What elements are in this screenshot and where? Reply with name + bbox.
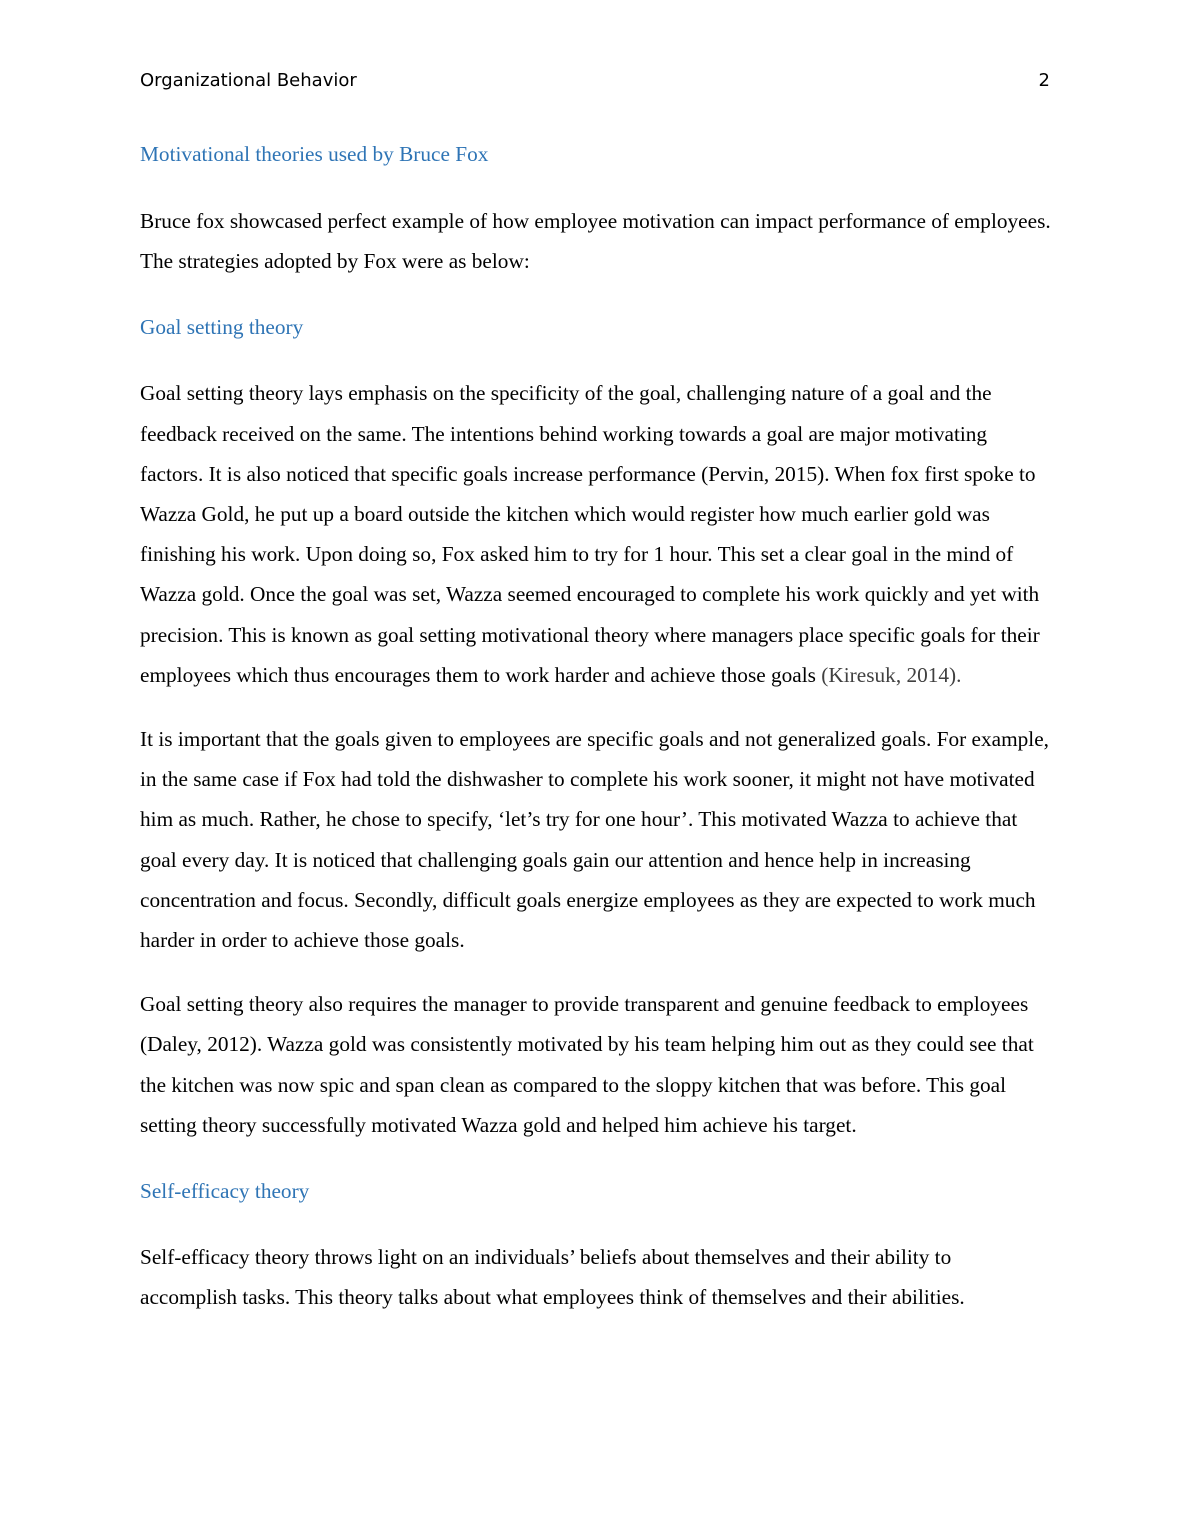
page-header	[140, 70, 1050, 98]
goal-setting-paragraph-2: It is important that the goals given to employees are specific goals and not generalized goals. For example, in the same case if Fox had told the dishwasher to complete his work sooner, it might not have motivated him as much. Rather, he chose to specify, ‘let’s try for one hour’. This motivated Wazza to achieve that goal every day. It is noticed that challenging goals gain our attention and hence help in increasing concentration and focus. Secondly, difficult goals energize employees as they are expected to work much harder in order to achieve those goals.	[140, 727, 1049, 953]
goal-setting-paragraph-3: Goal setting theory also requires the manager to provide transparent and genuine feedback to employees (Daley, 2012). Wazza gold was consistently motivated by his team helping him out as they could see that the kitchen was now spic and span clean as compared to the sloppy kitchen that was before. This goal setting theory successfully motivated Wazza gold and helped him achieve his target.	[140, 992, 1034, 1137]
heading-self-efficacy-theory: Self-efficacy theory	[140, 1179, 310, 1204]
citation-kiresuk: (Kiresuk, 2014).	[821, 662, 962, 687]
self-efficacy-paragraph: Self-efficacy theory throws light on an individuals’ beliefs about themselves and their ability to accomplish tasks. This theory talks about what employees think of themselves and their abilities.	[140, 1245, 965, 1310]
page-number: 2	[1038, 70, 1050, 91]
goal-setting-paragraph-1-text: Goal setting theory lays emphasis on the specificity of the goal, challenging nature of a goal and the feedback received on the same. The intentions behind working towards a goal are major motivating factors. It is also noticed that specific goals increase performance (Pervin, 2015). When fox first spoke to Wazza Gold, he put up a board outside the kitchen which would register how much earlier gold was finishing his work. Upon doing so, Fox asked him to try for 1 hour. This set a clear goal in the mind of Wazza gold. Once the goal was set, Wazza seemed encouraged to complete his work quickly and yet with precision. This is known as goal setting motivational theory where managers place specific goals for their employees which thus encourages them to work harder and achieve those goals	[140, 381, 1040, 687]
goal-setting-paragraph-1	[140, 373, 1052, 695]
heading-motivational-theories: Motivational theories used by Bruce Fox	[140, 142, 489, 166]
document-body	[140, 138, 1052, 1317]
heading-goal-setting-theory: Goal setting theory	[140, 315, 304, 340]
intro-paragraph: Bruce fox showcased perfect example of how employee motivation can impact performance of employees. The strategies adopted by Fox were as below:	[140, 209, 1051, 274]
running-head-title: Organizational Behavior	[140, 70, 357, 91]
